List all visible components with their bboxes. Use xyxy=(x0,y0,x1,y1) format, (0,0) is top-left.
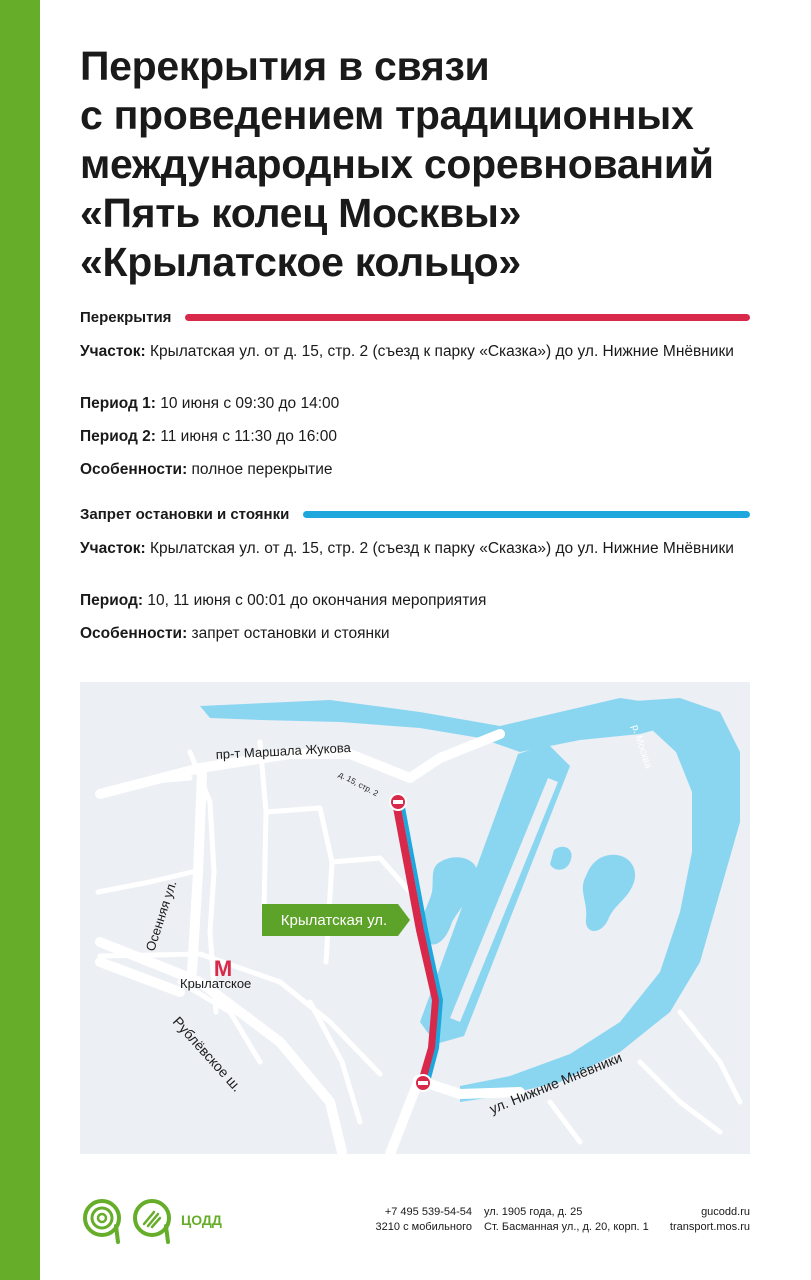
parking-ban-heading xyxy=(80,504,750,524)
closures-period-2-label: Период 2: xyxy=(80,428,156,445)
page-title xyxy=(80,42,780,287)
title-line-2: с проведением традиционных xyxy=(80,92,694,138)
parking-ban-period-label: Период: xyxy=(80,592,144,609)
metro-station-label: Крылатское xyxy=(180,976,252,991)
footer-addresses xyxy=(484,1205,649,1235)
krylatskaya-label xyxy=(262,904,410,936)
marshal-zhukov-label: пр-т Маршала Жукова xyxy=(215,739,352,762)
footer-phone-2: 3210 с мобильного xyxy=(375,1221,472,1233)
closures-segment-value: Крылатская ул. от д. 15, стр. 2 (съезд к парку «Сказка») до ул. Нижние Мнёвники xyxy=(145,343,734,360)
metro-icon: М xyxy=(213,956,233,981)
osennyaya-road xyxy=(192,774,202,972)
parking-ban-features xyxy=(80,624,750,644)
closures-heading xyxy=(80,307,750,327)
title-line-4: «Пять колец Москвы» xyxy=(80,190,522,236)
parking-ban-segment-label: Участок: xyxy=(80,540,146,557)
lake-right xyxy=(583,855,635,931)
closures-period-1-label: Период 1: xyxy=(80,395,156,412)
closure-marker-bottom xyxy=(415,1075,431,1091)
footer xyxy=(80,1196,750,1246)
title-line-3: международных соревнований xyxy=(80,141,714,187)
parking-ban-period-value: 10, 11 июня с 00:01 до окончания мероприятия xyxy=(143,592,487,609)
footer-site-2[interactable]: transport.mos.ru xyxy=(669,1221,750,1233)
closures-period-1-value: 10 июня с 09:30 до 14:00 xyxy=(155,395,340,412)
closures-period-2 xyxy=(80,427,750,447)
logo-text: ЦОДД xyxy=(181,1212,222,1228)
mnevniki-label: ул. Нижние Мнёвники xyxy=(487,1049,625,1117)
footer-phone-1[interactable]: +7 495 539-54-54 xyxy=(384,1206,472,1218)
closure-marker-top xyxy=(390,794,406,810)
closures-features xyxy=(80,460,750,480)
title-line-5: «Крылатское кольцо» xyxy=(80,239,521,285)
no-parking-legend-line xyxy=(303,511,750,518)
krylatskaya-label-text: Крылатская ул. xyxy=(280,912,388,929)
closures-features-value: полное перекрытие xyxy=(187,461,333,478)
parking-ban-segment xyxy=(80,539,750,559)
footer-address-1: ул. 1905 года, д. 25 xyxy=(484,1206,583,1218)
parking-ban-segment-value: Крылатская ул. от д. 15, стр. 2 (съезд к парку «Сказка») до ул. Нижние Мнёвники xyxy=(145,540,734,557)
map[interactable] xyxy=(80,682,750,1154)
parking-ban-features-value: запрет остановки и стоянки xyxy=(187,625,390,642)
rublevskoe-label: Рублёвское ш. xyxy=(169,1013,246,1095)
closures-heading-label: Перекрытия xyxy=(80,308,172,326)
closures-features-label: Особенности: xyxy=(80,461,188,478)
green-side-bar xyxy=(0,0,40,1280)
map-canvas xyxy=(80,682,750,1154)
parking-ban-features-label: Особенности: xyxy=(80,625,188,642)
closures-segment xyxy=(80,342,750,362)
closure-legend-line xyxy=(185,314,750,321)
closures-period-2-value: 11 июня с 11:30 до 16:00 xyxy=(155,428,337,445)
footer-site-1[interactable]: gucodd.ru xyxy=(701,1206,750,1218)
footer-sites xyxy=(640,1205,750,1235)
river-label: р. Москва xyxy=(629,723,654,770)
closures-period-1 xyxy=(80,394,750,414)
parking-ban-heading-label: Запрет остановки и стоянки xyxy=(80,505,290,523)
title-line-1: Перекрытия в связи xyxy=(80,43,490,89)
footer-phones xyxy=(350,1205,472,1235)
closures-segment-label: Участок: xyxy=(80,343,146,360)
osennyaya-label: Осенняя ул. xyxy=(142,878,180,953)
house-label: д. 15, стр. 2 xyxy=(337,769,380,799)
footer-address-2: Ст. Басманная ул., д. 20, корп. 1 xyxy=(484,1221,649,1233)
codd-logo-icon xyxy=(80,1196,176,1246)
parking-ban-period xyxy=(80,591,750,611)
